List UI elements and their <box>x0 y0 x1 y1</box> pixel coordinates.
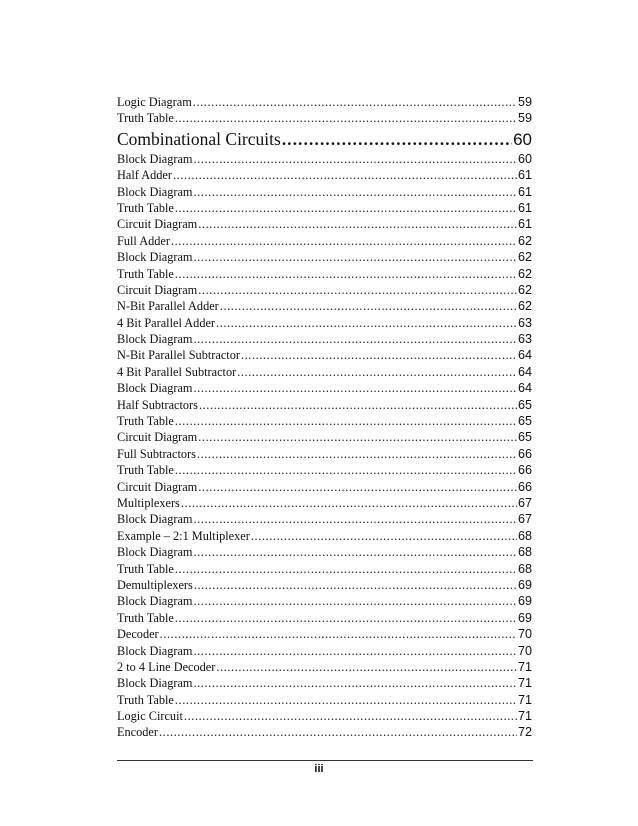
toc-entry[interactable] <box>117 332 532 348</box>
toc-entry-label: Example – 2:1 Multiplexer <box>117 528 250 543</box>
dot-leader <box>193 512 517 527</box>
toc-entry[interactable] <box>117 201 532 217</box>
dot-leader <box>193 152 517 167</box>
toc-entry-label: Truth Table <box>117 266 174 281</box>
dot-leader <box>237 365 517 380</box>
dot-leader <box>175 611 517 626</box>
dot-leader <box>193 676 517 691</box>
dot-leader <box>175 562 517 577</box>
toc-entry-page: 65 <box>517 397 532 412</box>
toc-entry-label: Truth Table <box>117 200 174 215</box>
toc-entry-page: 70 <box>517 643 532 658</box>
dot-leader <box>171 234 517 249</box>
toc-entry-label: Demultiplexers <box>117 577 193 592</box>
toc-entry[interactable] <box>117 250 532 266</box>
dot-leader <box>241 348 517 363</box>
toc-entry-page: 64 <box>517 381 532 396</box>
toc-entry[interactable] <box>117 693 532 709</box>
toc-entry-label: Circuit Diagram <box>117 430 198 445</box>
toc-entry-label: Block Diagram <box>117 676 193 691</box>
toc-entry[interactable] <box>117 660 532 676</box>
dot-leader <box>282 130 512 150</box>
toc-entry-label: Full Subtractors <box>117 446 196 461</box>
toc-entry-label: Block Diagram <box>117 594 193 609</box>
toc-entry-label: N-Bit Parallel Adder <box>117 299 219 314</box>
toc-entry-label: Block Diagram <box>117 381 193 396</box>
dot-leader <box>198 430 517 445</box>
toc-entry[interactable] <box>117 594 532 610</box>
toc-entry[interactable] <box>117 381 532 397</box>
toc-entry[interactable] <box>117 398 532 414</box>
toc-entry-label: Half Adder <box>117 168 172 183</box>
toc-entry-label: Combinational Circuits <box>117 128 281 149</box>
dot-leader <box>181 496 517 511</box>
toc-entry-label: Block Diagram <box>117 545 193 560</box>
dot-leader <box>175 267 517 282</box>
dot-leader <box>193 545 517 560</box>
dot-leader <box>175 414 517 429</box>
toc-entry-label: Block Diagram <box>117 643 193 658</box>
toc-entry-page: 67 <box>517 512 532 527</box>
dot-leader <box>193 250 517 265</box>
toc-entry-label: Multiplexers <box>117 495 180 510</box>
toc-entry-page: 69 <box>517 610 532 625</box>
toc-entry-page: 64 <box>517 348 532 363</box>
toc-entry-page: 65 <box>517 414 532 429</box>
table-of-contents <box>117 95 532 742</box>
toc-entry[interactable] <box>117 283 532 299</box>
toc-entry[interactable] <box>117 512 532 528</box>
toc-entry[interactable] <box>117 234 532 250</box>
toc-entry-label: Full Adder <box>117 233 170 248</box>
dot-leader <box>193 594 517 609</box>
toc-entry-page: 59 <box>517 111 532 126</box>
toc-entry[interactable] <box>117 578 532 594</box>
dot-leader <box>198 480 517 495</box>
toc-entry-label: Circuit Diagram <box>117 479 198 494</box>
toc-entry-label: Circuit Diagram <box>117 282 198 297</box>
toc-entry-page: 60 <box>517 151 532 166</box>
toc-entry-page: 69 <box>517 594 532 609</box>
toc-entry-page: 68 <box>517 545 532 560</box>
dot-leader <box>199 398 517 413</box>
toc-entry[interactable] <box>117 217 532 233</box>
toc-entry-label: Block Diagram <box>117 332 193 347</box>
dot-leader <box>193 185 517 200</box>
toc-entry[interactable] <box>117 316 532 332</box>
dot-leader <box>160 627 517 642</box>
toc-entry[interactable] <box>117 725 532 741</box>
toc-section-entry[interactable] <box>117 129 532 152</box>
toc-entry[interactable] <box>117 644 532 660</box>
toc-entry-page: 61 <box>517 200 532 215</box>
dot-leader <box>216 660 517 675</box>
toc-entry[interactable] <box>117 529 532 545</box>
toc-entry-label: Truth Table <box>117 610 174 625</box>
toc-entry[interactable] <box>117 611 532 627</box>
toc-entry-page: 71 <box>517 676 532 691</box>
dot-leader <box>175 463 517 478</box>
toc-entry-page: 61 <box>517 168 532 183</box>
toc-entry-page: 68 <box>517 528 532 543</box>
dot-leader <box>251 529 517 544</box>
dot-leader <box>175 111 517 126</box>
dot-leader <box>184 709 517 724</box>
toc-entry[interactable] <box>117 447 532 463</box>
dot-leader <box>159 725 517 740</box>
toc-entry-page: 63 <box>517 332 532 347</box>
dot-leader <box>198 217 517 232</box>
toc-entry-label: Logic Diagram <box>117 95 192 109</box>
toc-entry[interactable] <box>117 480 532 496</box>
page-number: iii <box>314 763 324 775</box>
dot-leader <box>194 578 517 593</box>
toc-entry-label: Block Diagram <box>117 184 193 199</box>
toc-entry-page: 63 <box>517 315 532 330</box>
toc-entry-label: Truth Table <box>117 414 174 429</box>
toc-entry[interactable] <box>117 414 532 430</box>
toc-entry-page: 67 <box>517 495 532 510</box>
toc-entry-page: 60 <box>513 129 532 149</box>
toc-entry-page: 69 <box>517 577 532 592</box>
toc-entry[interactable] <box>117 676 532 692</box>
toc-entry[interactable] <box>117 496 532 512</box>
toc-entry[interactable] <box>117 185 532 201</box>
toc-entry[interactable] <box>117 562 532 578</box>
toc-entry-label: Circuit Diagram <box>117 217 198 232</box>
toc-entry[interactable] <box>117 168 532 184</box>
toc-entry-label: 4 Bit Parallel Subtractor <box>117 364 237 379</box>
toc-entry[interactable] <box>117 709 532 725</box>
toc-entry-page: 66 <box>517 479 532 494</box>
dot-leader <box>193 381 517 396</box>
footer-divider <box>117 760 533 761</box>
toc-entry[interactable] <box>117 463 532 479</box>
toc-entry-label: N-Bit Parallel Subtractor <box>117 348 240 363</box>
toc-entry[interactable] <box>117 152 532 168</box>
dot-leader <box>193 644 517 659</box>
toc-entry-page: 68 <box>517 561 532 576</box>
toc-entry-page: 61 <box>517 184 532 199</box>
dot-leader <box>216 316 517 331</box>
toc-entry-page: 66 <box>517 446 532 461</box>
toc-entry-page: 62 <box>517 299 532 314</box>
toc-entry-label: Block Diagram <box>117 512 193 527</box>
toc-entry-label: Encoder <box>117 725 158 740</box>
dot-leader <box>198 283 517 298</box>
toc-entry-label: Half Subtractors <box>117 397 198 412</box>
toc-entry-page: 62 <box>517 282 532 297</box>
toc-entry[interactable] <box>117 365 532 381</box>
toc-entry[interactable] <box>117 348 532 364</box>
toc-entry-label: Block Diagram <box>117 250 193 265</box>
toc-entry-page: 70 <box>517 627 532 642</box>
dot-leader <box>173 168 517 183</box>
toc-entry-page: 72 <box>517 725 532 740</box>
toc-entry-label: 2 to 4 Line Decoder <box>117 659 216 674</box>
toc-entry-label: Truth Table <box>117 463 174 478</box>
dot-leader <box>220 299 517 314</box>
dot-leader <box>193 95 517 110</box>
dot-leader <box>197 447 517 462</box>
toc-entry-label: Logic Circuit <box>117 709 183 724</box>
toc-entry[interactable] <box>117 627 532 643</box>
toc-entry-page: 66 <box>517 463 532 478</box>
toc-entry-page: 62 <box>517 233 532 248</box>
toc-entry-page: 65 <box>517 430 532 445</box>
toc-entry[interactable] <box>117 299 532 315</box>
toc-entry[interactable] <box>117 545 532 561</box>
toc-entry-page: 71 <box>517 709 532 724</box>
toc-entry-label: Truth Table <box>117 561 174 576</box>
toc-entry-page: 62 <box>517 250 532 265</box>
toc-entry-page: 61 <box>517 217 532 232</box>
toc-entry[interactable] <box>117 111 532 127</box>
dot-leader <box>193 332 517 347</box>
toc-entry-label: Truth Table <box>117 111 174 126</box>
toc-entry-page: 64 <box>517 364 532 379</box>
toc-entry[interactable] <box>117 95 532 111</box>
toc-entry-label: Block Diagram <box>117 151 193 166</box>
dot-leader <box>175 201 517 216</box>
toc-entry-page: 62 <box>517 266 532 281</box>
toc-entry-label: Decoder <box>117 627 159 642</box>
toc-entry-page: 71 <box>517 659 532 674</box>
toc-entry-page: 59 <box>517 95 532 109</box>
toc-entry-label: 4 Bit Parallel Adder <box>117 315 216 330</box>
toc-entry-page: 71 <box>517 692 532 707</box>
toc-entry-label: Truth Table <box>117 692 174 707</box>
toc-entry[interactable] <box>117 430 532 446</box>
dot-leader <box>175 693 517 708</box>
toc-entry[interactable] <box>117 267 532 283</box>
